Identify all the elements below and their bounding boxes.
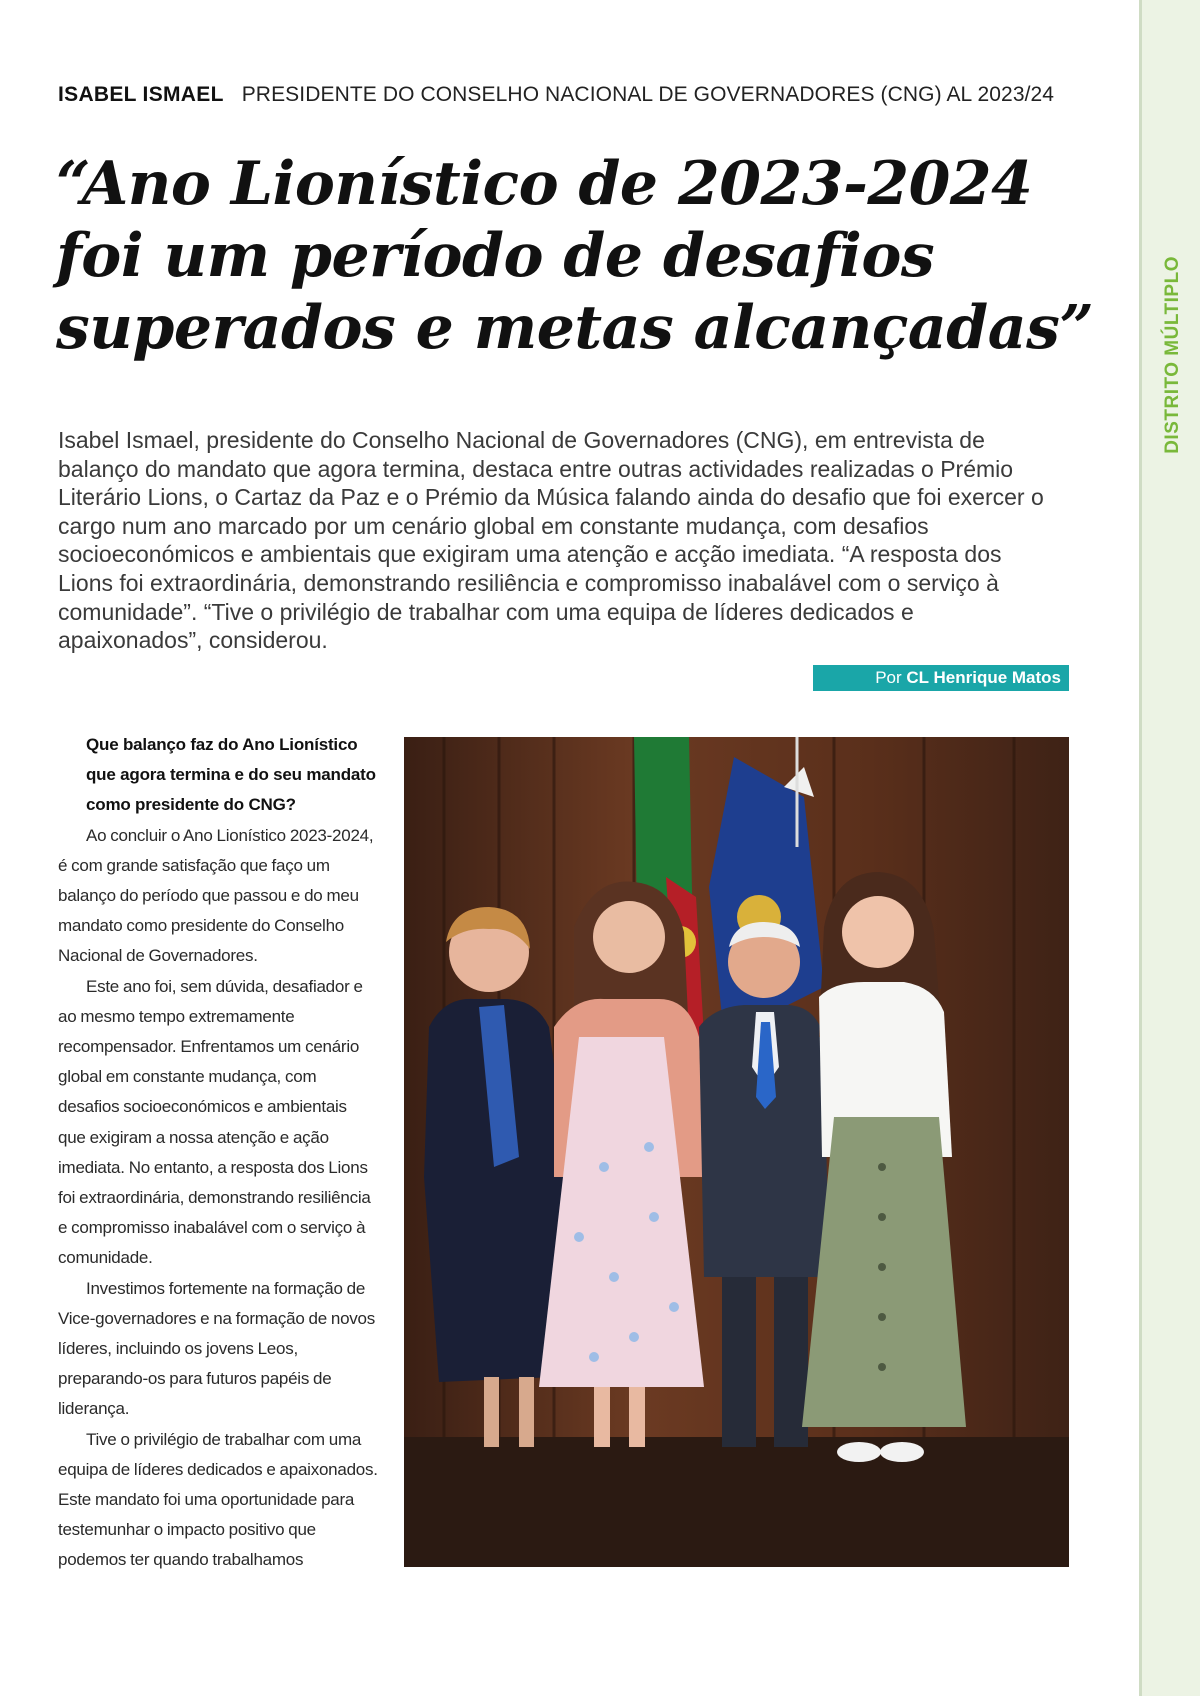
headline-line: “Ano Lionístico de 2023-2024 [56,149,1033,219]
section-label [1152,256,1186,476]
headline-line: foi um período de desafios [56,221,935,291]
byline-author: CL Henrique Matos [906,668,1061,687]
article-column [58,730,378,1576]
side-strip [1139,0,1200,1696]
interviewee-role: PRESIDENTE DO CONSELHO NACIONAL DE GOVERNADORES (CNG) AL 2023/24 [241,83,1055,106]
byline-prefix: Por [875,668,902,687]
lead-paragraph: Isabel Ismael, presidente do Conselho Nacional de Governadores (CNG), em entrevista de balanço do mandato que agora termina, destaca entre outras actividades realizadas o Prémio Literário Lions, o Cartaz da Paz e o Prémio da Música falando ainda do desafio que foi exercer o cargo num ano marcado por um cenário global em constante mudança, com desafios socioeconómicos e ambientais que exigiram uma atenção e acção imediata. “A resposta dos Lions foi extraordinária, demonstrando resiliência e compromisso inabalável com o serviço à comunidade”. “Tive o privilégio de trabalhar com uma equipa de líderes dedicados e apaixonados”, considerou. [58,427,1044,654]
byline [813,665,1069,691]
kicker [58,80,1054,110]
section-label-text: DISTRITO MÚLTIPLO [1162,256,1183,454]
group-photo [404,737,1069,1567]
article-paragraph: Investimos fortemente na formação de Vice-governadores e na formação de novos líderes, incluindo os jovens Leos, preparando-os para futuros papéis de liderança. [58,1278,375,1419]
article-paragraph: Tive o privilégio de trabalhar com uma equipa de líderes dedicados e apaixonados. Este mandato foi uma oportunidade para testemunhar o impacto positivo que podemos ter quando trabalhamos [58,1429,378,1570]
headline [56,148,1094,364]
interviewee-name: ISABEL ISMAEL [58,83,224,106]
article-paragraph: Ao concluir o Ano Lionístico 2023-2024, é com grande satisfação que faço um balanço do período que passou e do meu mandato como presidente do Conselho Nacional de Governadores. [58,825,374,966]
article-paragraph: Este ano foi, sem dúvida, desafiador e ao mesmo tempo extremamente recompensador. Enfrentamos um cenário global em constante mudança, com desafios socioeconómicos e ambientais que exigiram a nossa atenção e ação imediata. No entanto, a resposta dos Lions foi extraordinária, demonstrando resiliência e compromisso inabalável com o serviço à comunidade. [58,976,371,1268]
interview-question: Que balanço faz do Ano Lionístico que agora termina e do seu mandato como presidente do CNG? [86,735,376,815]
headline-line: superados e metas alcançadas” [56,293,1094,363]
